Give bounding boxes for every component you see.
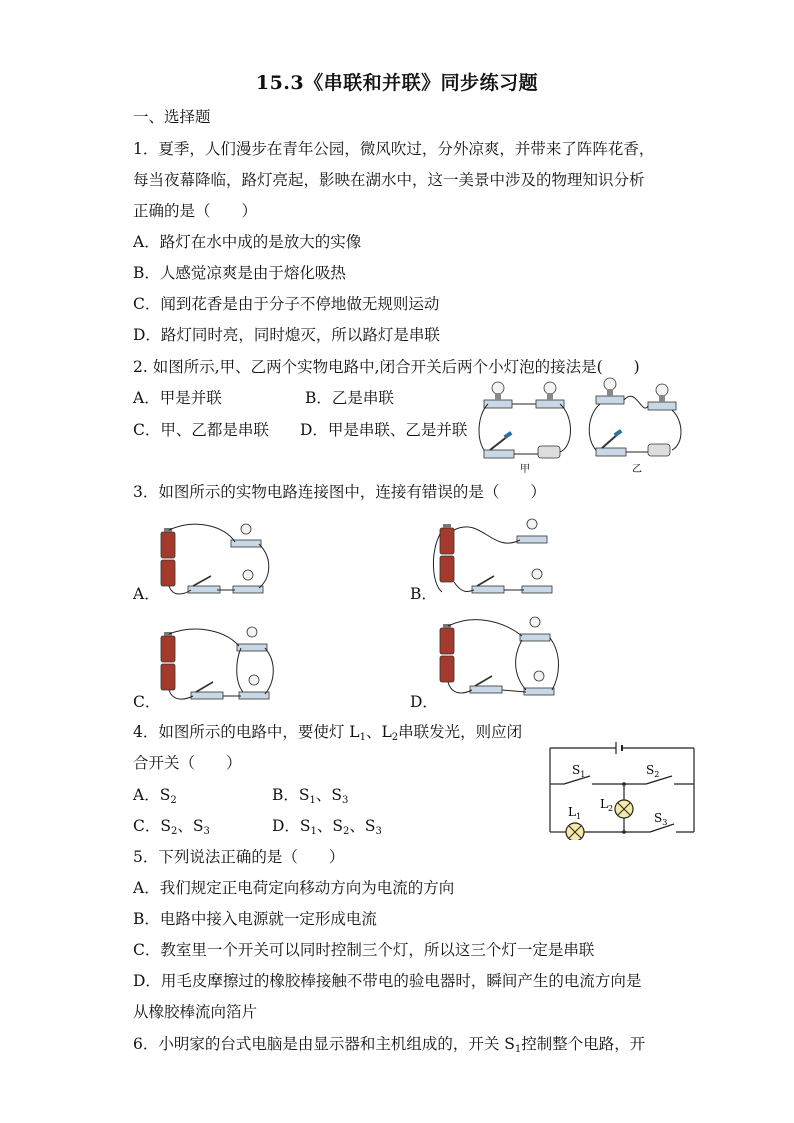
label-s1-text: S xyxy=(572,763,581,777)
q3-stem: 3．如图所示的实物电路连接图中，连接有错误的是（ ） xyxy=(133,483,546,501)
section-heading: 一、选择题 xyxy=(133,108,211,126)
q4-stem-line-2: 合开关（ ） xyxy=(133,754,242,772)
page-title: 15.3《串联和并联》同步练习题 xyxy=(255,72,539,94)
label-l2-sub: 2 xyxy=(607,804,614,813)
q5-option-b: B．电路中接入电源就一定形成电流 xyxy=(133,910,377,928)
q3-figure-a xyxy=(155,522,275,604)
q1-option-c: C．闻到花香是由于分子不停地做无规则运动 xyxy=(133,295,440,313)
label-s3-text: S xyxy=(654,811,663,825)
q3-label-c: C． xyxy=(133,693,161,711)
label-s1 xyxy=(572,763,585,779)
q2-option-a: A．甲是并联 xyxy=(133,389,222,407)
label-s2-sub: 2 xyxy=(654,770,660,779)
q2-label-yi: 乙 xyxy=(632,464,642,475)
q4-sub: 1 xyxy=(310,826,317,837)
q3-figure-c xyxy=(155,622,280,710)
q2-option-c: C．甲、乙都是串联 xyxy=(133,421,269,439)
q4-stem-part: 、L xyxy=(365,723,392,741)
q4-option-c xyxy=(133,816,210,842)
circuit-yi xyxy=(589,378,681,475)
q6-sub: 1 xyxy=(514,1044,522,1055)
q1-option-d: D．路灯同时亮，同时熄灭，所以路灯是串联 xyxy=(133,326,440,344)
q4-sub: 3 xyxy=(342,795,349,806)
q4-opt-text: C．S xyxy=(133,817,171,835)
q4-opt-text: D．S xyxy=(272,817,311,835)
q1-stem-line-3: 正确的是（ ） xyxy=(133,202,258,220)
q4-opt-text: A．S xyxy=(133,786,171,804)
q3-figure-d xyxy=(432,614,562,710)
q4-sub: 3 xyxy=(375,826,382,837)
label-s1-sub: 1 xyxy=(580,770,586,779)
q4-stem-part: 串联发光，则应闭 xyxy=(398,723,523,741)
q1-stem-line-2: 每当夜幕降临，路灯亮起，影映在湖水中，这一美景中涉及的物理知识分析 xyxy=(133,171,645,189)
q2-option-d: D．甲是串联、乙是并联 xyxy=(300,421,468,439)
q5-stem: 5．下列说法正确的是（ ） xyxy=(133,848,345,866)
label-l2-text: L xyxy=(600,797,608,811)
q4-option-d xyxy=(272,816,382,842)
q5-option-d-cont: 从橡胶棒流向箔片 xyxy=(133,1003,258,1021)
q4-option-a xyxy=(133,785,177,811)
label-l1 xyxy=(568,805,581,821)
q4-sub: 3 xyxy=(203,826,210,837)
label-l1-text: L xyxy=(568,805,576,819)
q2-option-b: B．乙是串联 xyxy=(305,389,394,407)
q4-sub: 1 xyxy=(309,795,316,806)
q2-stem: 2. 如图所示,甲、乙两个实物电路中,闭合开关后两个小灯泡的接法是( ) xyxy=(133,358,640,376)
q4-option-b xyxy=(272,785,348,811)
q5-option-a: A．我们规定正电荷定向移动方向为电流的方向 xyxy=(133,879,455,897)
q3-label-b: B． xyxy=(410,585,437,603)
q3-figure-b xyxy=(432,514,557,604)
switch-s1 xyxy=(564,776,590,784)
q2-circuit-figure xyxy=(474,376,684,476)
q5-option-d: D．用毛皮摩擦过的橡胶棒接触不带电的验电器时，瞬间产生的电流方向是 xyxy=(133,972,642,990)
q4-stem-line-1 xyxy=(133,722,522,748)
label-s3-sub: 3 xyxy=(662,818,668,827)
q4-sub: 2 xyxy=(170,826,178,837)
q1-option-b: B．人感觉凉爽是由于熔化吸热 xyxy=(133,264,346,282)
q4-sub: 2 xyxy=(391,732,399,743)
q4-opt-text: B．S xyxy=(272,786,310,804)
q1-option-a: A．路灯在水中成的是放大的实像 xyxy=(133,233,362,251)
q6-stem-part: 控制整个电路，开 xyxy=(521,1035,646,1053)
q1-stem-line-1: 1．夏季，人们漫步在青年公园，微风吹过，分外凉爽，并带来了阵阵花香， xyxy=(133,140,655,158)
q4-sub: 2 xyxy=(343,826,350,837)
q3-label-a: A． xyxy=(133,585,160,603)
label-s2-text: S xyxy=(646,763,655,777)
circuit-jia xyxy=(479,382,571,475)
q6-stem xyxy=(133,1034,645,1060)
q4-sub: 1 xyxy=(359,732,366,743)
label-l1-sub: 1 xyxy=(575,812,582,821)
q6-stem-part: 6．小明家的台式电脑是由显示器和主机组成的，开关 S xyxy=(133,1035,515,1053)
q4-opt-text: 、S xyxy=(316,817,344,835)
q2-label-jia: 甲 xyxy=(520,464,530,475)
q3-label-d: D． xyxy=(410,693,438,711)
q4-opt-text: 、S xyxy=(349,817,376,835)
q5-option-c: C．教室里一个开关可以同时控制三个灯，所以这三个灯一定是串联 xyxy=(133,941,595,959)
q4-sub: 2 xyxy=(170,795,177,806)
q4-opt-text: 、S xyxy=(315,786,343,804)
label-s3 xyxy=(654,811,667,827)
q4-circuit-diagram xyxy=(546,740,698,840)
q4-stem-part: 4．如图所示的电路中，要使灯 L xyxy=(133,723,360,741)
q4-opt-text: 、S xyxy=(177,817,204,835)
label-l2 xyxy=(600,797,613,813)
label-s2 xyxy=(646,763,659,779)
